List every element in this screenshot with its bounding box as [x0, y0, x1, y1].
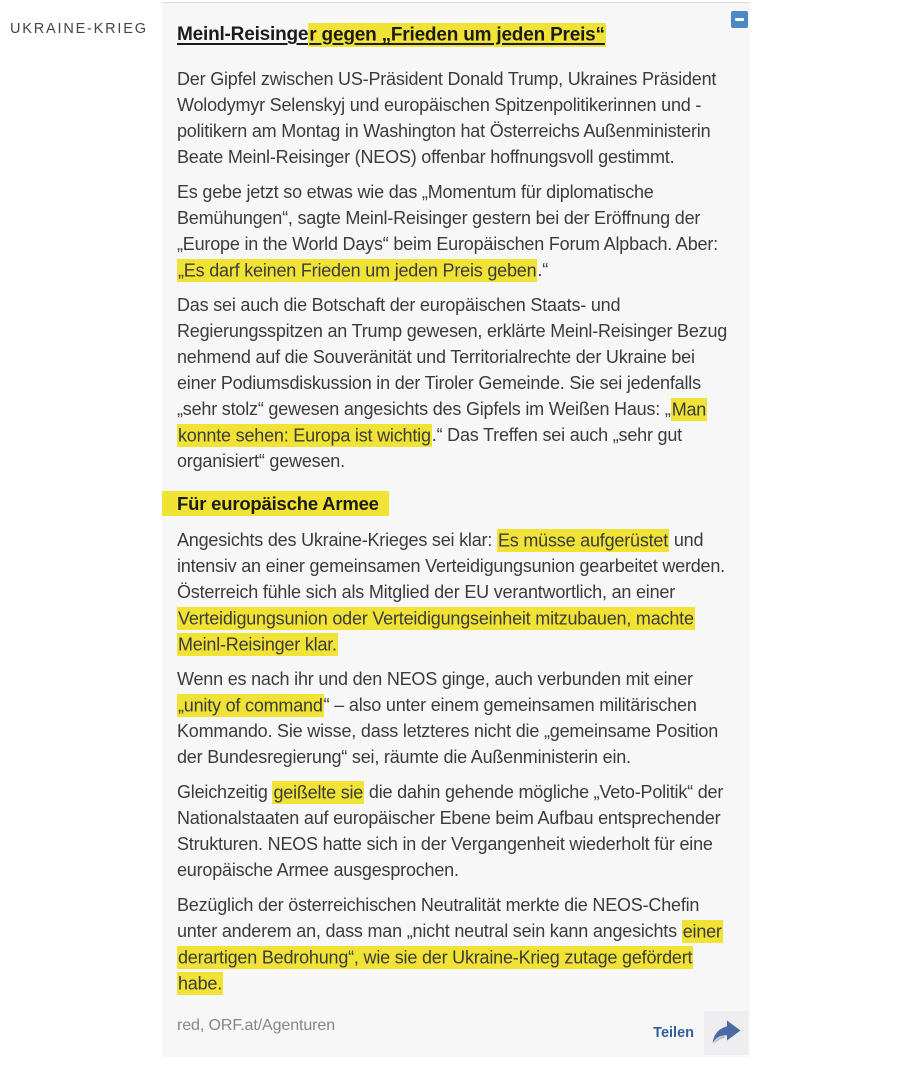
byline: red, ORF.at/Agenturen — [177, 1017, 335, 1034]
article-title: Meinl-Reisinger gegen „Frieden um jeden Preis“ — [177, 24, 605, 45]
highlight: einer derartigen Bedrohung“, wie sie der Ukraine-Krieg zutage gefördert habe. — [178, 921, 722, 993]
paragraph: Es gebe jetzt so etwas wie das „Momentum für diplomatische Bemühungen“, sagte Meinl-Reisinger gestern bei der Eröffnung der „Europe in the World Days“ beim Europäischen Forum Alpbach. Aber: „Es darf keinen Frieden um jeden Preis geben.“ — [177, 182, 718, 280]
share-link[interactable]: Teilen — [653, 1025, 694, 1041]
article-panel — [162, 2, 750, 1057]
topic-label: UKRAINE-KRIEG — [10, 21, 148, 37]
collapse-button[interactable] — [731, 11, 748, 28]
paragraph: Wenn es nach ihr und den NEOS ginge, auch verbunden mit einer „unity of command“ – also unter einem gemeinsamen militärischen Kommando. Sie wisse, dass letzteres nicht die „gemeinsame Position der Bundesregierung“ sei, räumte die Außenministerin ein. — [177, 669, 719, 767]
paragraph: Angesichts des Ukraine-Krieges sei klar: Es müsse aufgerüstet und intensiv an einer gemeinsamen Verteidigungsunion gearbeitet werden. Österreich fühle sich als Mitglied der EU verantwortlich, an einer Verteidigungsunion oder Verteidigungseinheit mitzubauen, machte Meinl-Reisinger klar. — [177, 530, 725, 654]
highlight: „Es darf keinen Frieden um jeden Preis geben — [178, 260, 537, 280]
paragraph: Das sei auch die Botschaft der europäischen Staats- und Regierungsspitzen an Trump gewesen, erklärte Meinl-Reisinger Bezug nehmend auf die Souveränität und Territorialrechte der Ukraine bei einer Podiumsdiskussion in der Tiroler Gemeinde. Sie sei jedenfalls „sehr stolz“ gewesen angesichts des Gipfels im Weißen Haus: „Man konnte sehen: Europa ist wichtig.“ Das Treffen sei auch „sehr gut organisiert“ gewesen. — [177, 295, 728, 471]
share-button[interactable] — [704, 1011, 748, 1055]
highlight: geißelte sie — [273, 782, 364, 802]
share-group — [653, 1011, 748, 1055]
paragraph: Gleichzeitig geißelte sie die dahin gehende mögliche „Veto-Politik“ der Nationalstaaten auf europäischer Ebene beim Aufbau entsprechender Strukturen. NEOS hatte sich in der Vergangenheit wiederholt für eine europäische Armee ausgesprochen. — [177, 782, 724, 880]
highlight: „unity of command — [178, 695, 323, 715]
highlight: Für europäische Armee — [162, 491, 389, 516]
highlight: Verteidigungsunion oder Verteidigungseinheit mitzubauen, machte Meinl-Reisinger klar. — [178, 608, 694, 654]
highlight: Es müsse aufgerüstet — [497, 530, 669, 550]
highlight: Man konnte sehen: Europa ist wichtig — [178, 399, 707, 445]
paragraph: Der Gipfel zwischen US-Präsident Donald Trump, Ukraines Präsident Wolodymyr Selenskyj und europäischen Spitzenpolitikerinnen und -politikern am Montag in Washington hat Österreichs Außenministerin Beate Meinl-Reisinger (NEOS) offenbar hoffnungsvoll gestimmt. — [177, 69, 717, 167]
highlight: r gegen „Frieden um jeden Preis“ — [309, 24, 605, 45]
paragraph: Bezüglich der österreichischen Neutralität merkte die NEOS-Chefin unter anderem an, dass man „nicht neutral sein kann angesichts einer derartigen Bedrohung“, wie sie der Ukraine-Krieg zutage gefördert habe. — [177, 895, 722, 993]
share-arrow-icon — [710, 1019, 742, 1047]
section-heading — [177, 491, 736, 517]
article-body — [177, 21, 736, 996]
minus-icon — [735, 18, 744, 21]
